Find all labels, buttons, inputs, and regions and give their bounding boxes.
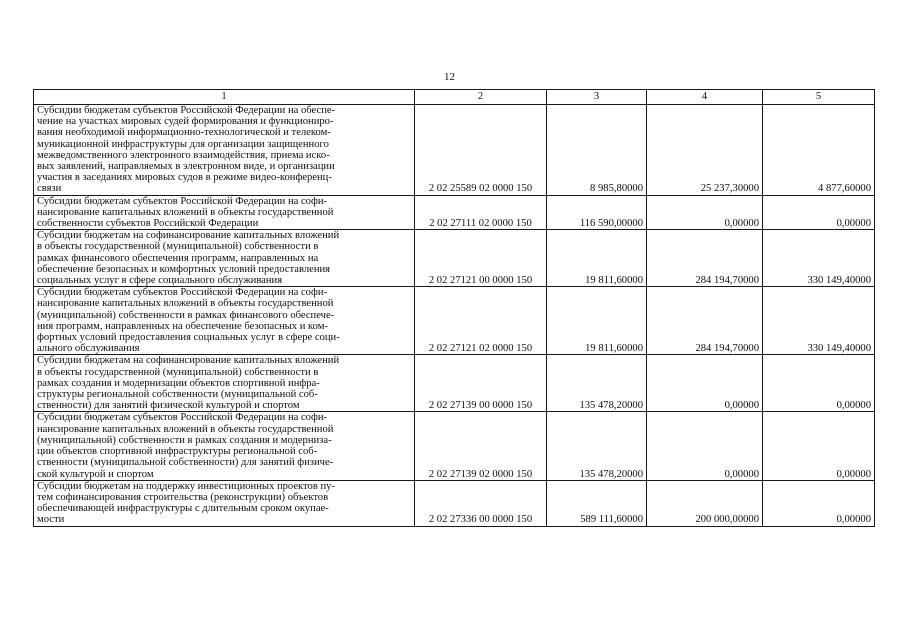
amount-col-3: 116 590,00000 xyxy=(547,195,647,230)
amount-col-3: 589 111,60000 xyxy=(547,480,647,526)
row-description: Субсидии бюджетам на софинансирование капитальных вложений в объекты государственной (муниципальной) собственности в рамках создания и модернизации объектов спортивной инфра- структуры региональной собственности (муниципальной соб- ственности) для занятий физической культурой и спортом xyxy=(34,355,415,412)
row-description: Субсидии бюджетам на поддержку инвестиционных проектов пу- тем софинансирования строительства (реконструкции) объектов обеспечивающей инфраструктуры с длительным сроком окупае- мости xyxy=(34,480,415,526)
amount-col-4: 284 194,70000 xyxy=(647,230,763,287)
amount-col-5: 330 149,40000 xyxy=(763,230,875,287)
amount-col-4: 0,00000 xyxy=(647,355,763,412)
row-description: Субсидии бюджетам субъектов Российской Федерации на софи- нансирование капитальных вложений в объекты государственной (муниципальной) собственности в рамках финансового обеспече- ния программ, направленных на обеспечение безопасных и ком- фортных условий предоставления социальных услуг в сфере соци- ального обслуживания xyxy=(34,287,415,355)
budget-classification-code: 2 02 27139 00 0000 150 xyxy=(415,355,547,412)
table-row xyxy=(34,105,875,196)
row-description: Субсидии бюджетам на софинансирование капитальных вложений в объекты государственной (муниципальной) собственности в рамках финансового обеспечения программ, направленных на обеспечение безопасных и комфортных условий предоставления социальных услуг в сфере социального обслуживания xyxy=(34,230,415,287)
amount-col-3: 19 811,60000 xyxy=(547,230,647,287)
budget-classification-code: 2 02 27121 00 0000 150 xyxy=(415,230,547,287)
amount-col-4: 25 237,30000 xyxy=(647,105,763,196)
row-description: Субсидии бюджетам субъектов Российской Федерации на обеспе- чение на участках мировых судей формирования и функциониро- вания необходимой информационно-технологической и телеком- муникационной инфраструктуры для организации защищенного межведомственного электронного взаимодействия, приема иско- вых заявлений, направляемых в электронном виде, и организации участия в заседаниях мировых судов в режиме видео-конференц- связи xyxy=(34,105,415,196)
table-row xyxy=(34,480,875,526)
table-row xyxy=(34,412,875,480)
amount-col-5: 0,00000 xyxy=(763,355,875,412)
table-row xyxy=(34,287,875,355)
budget-table xyxy=(33,89,875,527)
amount-col-5: 0,00000 xyxy=(763,412,875,480)
amount-col-5: 0,00000 xyxy=(763,195,875,230)
amount-col-3: 135 478,20000 xyxy=(547,412,647,480)
amount-col-3: 19 811,60000 xyxy=(547,287,647,355)
amount-col-5: 0,00000 xyxy=(763,480,875,526)
amount-col-4: 200 000,00000 xyxy=(647,480,763,526)
header-row xyxy=(34,90,875,105)
table-row xyxy=(34,195,875,230)
amount-col-5: 330 149,40000 xyxy=(763,287,875,355)
amount-col-4: 0,00000 xyxy=(647,195,763,230)
row-description: Субсидии бюджетам субъектов Российской Федерации на софи- нансирование капитальных вложений в объекты государственной (муниципальной) собственности в рамках создания и модерниза- ции объектов спортивной инфраструктуры региональной соб- ственности (муниципальной собственности) для занятий физиче- ской культурой и спортом xyxy=(34,412,415,480)
amount-col-3: 8 985,80000 xyxy=(547,105,647,196)
budget-classification-code: 2 02 27121 02 0000 150 xyxy=(415,287,547,355)
header-col-4: 4 xyxy=(647,90,763,105)
header-col-1: 1 xyxy=(34,90,415,105)
amount-col-4: 284 194,70000 xyxy=(647,287,763,355)
budget-classification-code: 2 02 27139 02 0000 150 xyxy=(415,412,547,480)
header-col-2: 2 xyxy=(415,90,547,105)
table-body xyxy=(34,105,875,527)
amount-col-3: 135 478,20000 xyxy=(547,355,647,412)
budget-classification-code: 2 02 27111 02 0000 150 xyxy=(415,195,547,230)
amount-col-5: 4 877,60000 xyxy=(763,105,875,196)
header-col-3: 3 xyxy=(547,90,647,105)
budget-classification-code: 2 02 25589 02 0000 150 xyxy=(415,105,547,196)
budget-classification-code: 2 02 27336 00 0000 150 xyxy=(415,480,547,526)
amount-col-4: 0,00000 xyxy=(647,412,763,480)
header-col-5: 5 xyxy=(763,90,875,105)
table-row xyxy=(34,230,875,287)
table-row xyxy=(34,355,875,412)
table-header xyxy=(34,90,875,105)
page-number: 12 xyxy=(444,71,455,83)
row-description: Субсидии бюджетам субъектов Российской Федерации на софи- нансирование капитальных вложений в объекты государственной собственности субъектов Российской Федерации xyxy=(34,195,415,230)
